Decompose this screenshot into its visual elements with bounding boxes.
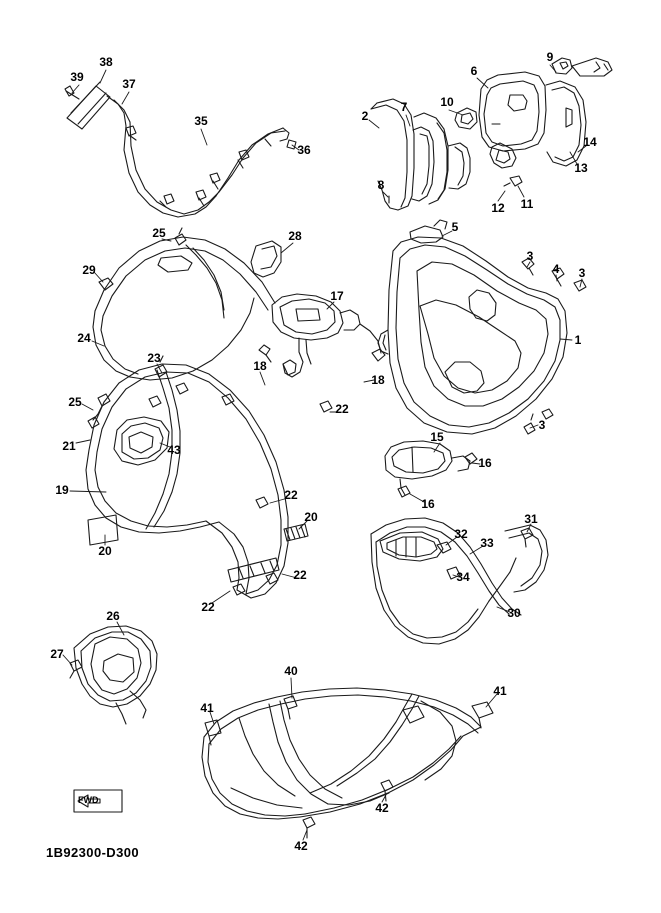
callout-number: 27	[50, 647, 64, 661]
callout-number: 25	[68, 395, 82, 409]
callout-number: 18	[371, 373, 385, 387]
callout-number: 8	[377, 178, 385, 192]
callout-number: 42	[375, 801, 389, 815]
callout-number: 22	[201, 600, 215, 614]
part-number-label: 1B92300-D300	[46, 845, 139, 860]
part-group-left-upper-cowl	[93, 228, 281, 380]
callout-number: 18	[253, 359, 267, 373]
callout-number: 15	[430, 430, 444, 444]
callout-number: 13	[574, 161, 588, 175]
callout-number: 1	[574, 333, 582, 347]
callout-number: 41	[200, 701, 214, 715]
callout-number: 19	[55, 483, 69, 497]
callout-number: 20	[304, 510, 318, 524]
callout-number: 29	[82, 263, 96, 277]
part-group-inner-frame	[371, 99, 470, 210]
callout-number: 2	[361, 109, 369, 123]
callout-number: 3	[538, 418, 546, 432]
part-group-left-main-cowl	[86, 364, 332, 598]
callout-number: 39	[70, 70, 84, 84]
callout-number: 42	[294, 839, 308, 853]
callout-number: 33	[480, 536, 494, 550]
part-group-lid-cover	[455, 58, 612, 186]
callout-number: 12	[491, 201, 505, 215]
callout-number: 3	[578, 266, 586, 280]
part-group-right-body-cowl	[378, 220, 586, 434]
callout-number: 36	[297, 143, 311, 157]
callout-number: 24	[77, 331, 91, 345]
callout-number: 37	[122, 77, 136, 91]
part-group-bracket-17	[259, 294, 385, 377]
callout-number: 38	[99, 55, 113, 69]
fwd-text-label: FWD	[78, 795, 99, 805]
callout-number: 11	[520, 197, 534, 211]
callout-number: 30	[507, 606, 521, 620]
callout-number: 23	[147, 351, 161, 365]
callout-number: 14	[583, 135, 597, 149]
callout-number: 32	[454, 527, 468, 541]
callout-number: 21	[62, 439, 76, 453]
callout-number: 40	[284, 664, 298, 678]
callout-number: 41	[493, 684, 507, 698]
callout-number: 16	[421, 497, 435, 511]
part-group-small-left-bracket	[70, 626, 157, 724]
callout-number: 22	[335, 402, 349, 416]
callout-number: 22	[284, 488, 298, 502]
callout-number: 5	[451, 220, 459, 234]
callout-number: 34	[456, 570, 470, 584]
callout-number: 9	[546, 50, 554, 64]
callout-number: 10	[440, 95, 454, 109]
callout-number: 28	[288, 229, 302, 243]
callout-number: 4	[552, 262, 560, 276]
part-group-upper-left-bracket	[65, 82, 296, 217]
part-group-stay-15	[385, 441, 477, 497]
callout-number: 35	[194, 114, 208, 128]
callout-number: 6	[470, 64, 478, 78]
callout-number: 16	[478, 456, 492, 470]
callout-number: 3	[526, 249, 534, 263]
callout-number: 22	[293, 568, 307, 582]
callout-number: 17	[330, 289, 344, 303]
callout-number: 20	[98, 544, 112, 558]
callout-number: 43	[167, 443, 181, 457]
callout-number: 26	[106, 609, 120, 623]
callout-number: 31	[524, 512, 538, 526]
callout-number: 25	[152, 226, 166, 240]
callout-number: 7	[400, 100, 408, 114]
part-group-floor-panel	[202, 688, 493, 838]
